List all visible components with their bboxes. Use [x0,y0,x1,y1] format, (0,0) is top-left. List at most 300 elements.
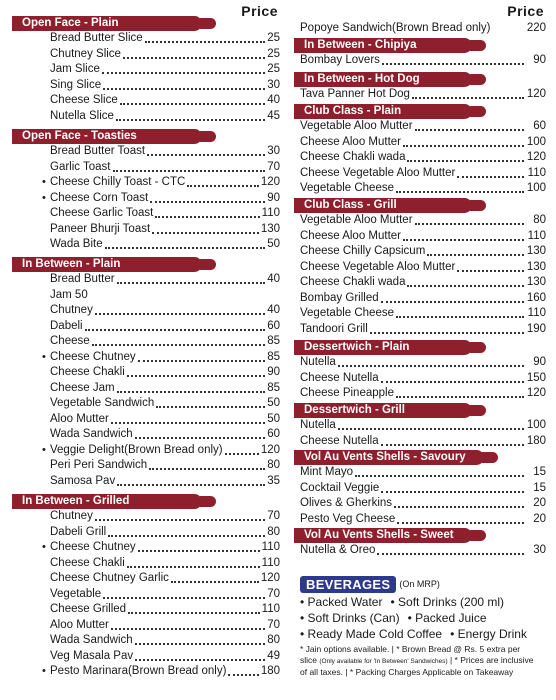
dot-leader [396,389,524,398]
dot-leader [403,232,524,241]
dot-leader [381,374,524,383]
item-name: Vegetable Cheese [300,182,394,194]
item-name: Chutney Slice [50,47,121,60]
item-price: 60 [533,120,546,132]
beverage-item [450,627,531,641]
item-name: Bombay Lovers [300,54,380,66]
footnotes [300,644,548,678]
dot-leader [135,430,266,439]
menu-item [8,396,280,412]
item-price: 130 [260,222,280,235]
item-price: 120 [526,387,546,399]
item-price: 190 [526,322,546,335]
item-name: Samosa Pav [50,474,116,487]
item-name: Cheese Nutella [300,434,379,447]
item-name: Cheese Pineapple [300,387,394,399]
bullet-icon: • [42,541,46,553]
menu-item [294,291,546,307]
section-title: Vol Au Vents Shells - Savoury [294,450,484,465]
item-price: 80 [267,525,280,538]
menu-item [294,465,546,481]
menu-item [8,272,280,288]
menu-item [8,93,280,109]
bullet-icon: • [300,611,308,625]
item-name: Cheese Vegetable Aloo Mutter [300,260,456,273]
item-name: Cheese Chutney [50,350,136,363]
menu-item [8,540,280,556]
dot-leader [105,240,266,249]
beverage-row [300,594,548,610]
item-name: Cheese Chakli wada [300,276,406,288]
dot-leader [225,446,259,455]
item-name: Cocktail Veggie [300,481,380,494]
item-name: Jam 50 [50,288,88,301]
menu-item [294,355,546,371]
section-in-between-chipiya [294,38,546,69]
item-name: Mint Mayo [300,466,354,478]
item-price: 60 [267,319,280,332]
section-title: Dessertwich - Grill [294,403,472,418]
item-price: 50 [267,238,280,250]
beverage-item [300,595,386,609]
item-price: 80 [267,459,280,471]
item-price: 130 [526,260,546,273]
menu-item [8,365,280,381]
bullet-icon: • [407,611,416,625]
menu-item [8,288,280,304]
dot-leader [396,184,524,193]
price-header-left: Price [241,3,278,19]
item-price: 180 [260,665,280,677]
dot-leader [103,81,265,90]
item-price: 160 [526,291,546,304]
item-price: 20 [533,497,546,509]
item-price: 85 [267,335,280,347]
dot-leader [396,309,524,318]
section-open-face-toasties [8,129,280,253]
item-price: 40 [267,94,280,106]
item-name: Wada Sandwich [50,428,133,440]
item-name: Nutella [300,356,336,368]
menu-item [294,53,546,69]
item-name: Sing Slice [50,78,102,91]
menu-item [8,62,280,78]
dot-leader [135,636,266,645]
dot-leader [381,437,524,446]
dot-leader [117,384,266,393]
item-price: 110 [261,603,280,615]
item-name: Veg Masala Pav [50,649,134,662]
menu-item [8,222,280,238]
dot-leader [127,559,260,568]
menu-item [294,481,546,497]
item-price: 49 [267,649,280,662]
section-title: Vol Au Vents Shells - Sweet [294,528,472,543]
item-name: Nutella [300,419,336,431]
item-price: 70 [267,618,280,631]
item-price: 110 [261,556,280,569]
menu-item [8,144,280,160]
dot-leader [377,546,524,555]
item-name: Veggie Delight(Brown Bread only) [50,443,223,456]
beverage-name: Ready Made Cold Coffee [307,627,443,641]
item-name: Bread Butter Toast [50,145,146,157]
dot-leader [381,294,524,303]
item-price: 90 [267,191,280,204]
dot-leader [111,621,265,630]
bullet-icon: • [42,350,46,363]
item-price: 220 [526,22,546,34]
section-title: Open Face - Toasties [12,129,202,144]
footnote-text: slice [300,655,318,665]
menu-item [8,664,280,680]
item-price: 15 [533,481,546,494]
item-name: Dabeli [50,319,83,332]
dot-leader [338,358,524,367]
beverage-item [300,611,404,625]
section-in-between-grilled [8,494,280,680]
dot-leader [415,122,524,131]
item-name: Tava Panner Hot Dog [300,88,410,100]
dot-leader [120,96,265,105]
section-title: Open Face - Plain [12,16,202,31]
item-name: Cheese Garlic Toast [50,207,154,219]
beverage-item [300,627,446,641]
dot-leader [92,337,266,346]
item-price: 25 [267,32,280,44]
menu-item [294,260,546,276]
footnote-small: (Only available for 'In Between' Sandwiches) [319,658,448,665]
beverage-name: Packed Water [307,595,383,609]
item-name: Vegetable Aloo Mutter [300,120,413,132]
beverage-row [300,610,548,626]
item-name: Pesto Veg Cheese [300,512,396,525]
dot-leader [370,325,524,334]
menu-item [8,474,280,490]
menu-item [8,412,280,428]
item-name: Olives & Gherkins [300,497,393,509]
dot-leader [111,415,265,424]
menu-item [8,237,280,253]
menu-item [294,119,546,135]
dot-leader [103,590,265,599]
bullet-icon: • [42,191,46,204]
section-title: Dessertwich - Plain [294,340,472,355]
beverages-title: BEVERAGES [300,576,396,593]
item-price: 120 [526,151,546,163]
item-price: 85 [267,350,280,363]
item-price: 90 [533,356,546,368]
item-name: Cheese Chilly Capsicum [300,245,426,257]
menu-item [294,371,546,387]
section-open-face-plain [8,16,280,124]
dot-leader [147,147,265,156]
price-header-right: Price [507,3,544,19]
bullet-icon: • [300,627,308,641]
item-name: Bread Butter Slice [50,32,143,44]
menu-item [8,633,280,649]
top-item-section [294,21,546,37]
menu-item [8,571,280,587]
item-name: Jam Slice [50,63,100,75]
menu-item [8,303,280,319]
footnote-line [300,655,548,667]
item-name: Cheese Slice [50,94,118,106]
dot-leader [155,209,259,218]
menu-item [8,47,280,63]
item-name: Aloo Mutter [50,412,109,425]
bullet-icon: • [300,595,308,609]
item-name: Aloo Mutter [50,618,109,631]
item-name: Cheese Corn Toast [50,191,149,204]
item-price: 70 [267,160,280,173]
item-price: 130 [526,276,546,288]
dot-leader [127,368,265,377]
item-price: 25 [267,47,280,60]
section-title: In Between - Plain [12,257,202,272]
item-price: 40 [267,304,280,316]
dot-leader [123,50,265,59]
beverage-name: Energy Drink [457,627,527,641]
item-price: 25 [267,63,280,75]
menu-item [294,166,546,182]
beverage-name: Soft Drinks (200 ml) [398,595,505,609]
dot-leader [355,468,524,477]
dot-leader [138,543,260,552]
menu-item [294,213,546,229]
item-price: 30 [267,78,280,91]
dot-leader [338,421,524,430]
item-name: Cheese Grilled [50,603,127,615]
item-name: Chutney [50,304,93,316]
dot-leader [138,353,266,362]
item-name: Tandoori Grill [300,322,368,335]
dot-leader [102,65,265,74]
section-in-between-plain [8,257,280,489]
menu-item [294,21,546,37]
dot-leader [135,652,265,661]
menu-item [294,512,546,528]
item-name: Vegetable [50,587,102,600]
menu-item [294,434,546,450]
item-price: 180 [526,434,546,447]
item-name: Paneer Bhurji Toast [50,222,151,235]
item-price: 80 [533,214,546,226]
section-vol-au-vents-shells-savoury [294,450,546,527]
menu-item [294,496,546,512]
item-price: 130 [526,245,546,257]
item-name: Garlic Toast [50,160,111,173]
dot-leader [108,528,265,537]
item-name: Pesto Marinara(Brown Bread only) [50,665,227,677]
item-price: 80 [267,634,280,646]
dot-leader [394,499,524,508]
menu-item [8,458,280,474]
dot-leader [403,138,524,147]
dot-leader [415,216,524,225]
menu-item [8,175,280,191]
dot-leader [150,194,265,203]
item-price: 30 [533,544,546,556]
menu-item [8,191,280,207]
menu-item [294,150,546,166]
dot-leader [95,306,265,315]
item-price: 50 [267,397,280,409]
item-price: 40 [267,273,280,285]
item-name: Cheese Chutney Garlic [50,572,169,584]
dot-leader [381,484,524,493]
section-title: Club Class - Plain [294,104,472,119]
dot-leader [117,477,265,486]
item-price: 110 [261,207,280,219]
menu-item [294,135,546,151]
dot-leader [145,34,266,43]
beverage-name: Packed Juice [415,611,487,625]
dot-leader [427,247,524,256]
item-price: 60 [267,428,280,440]
item-name: Cheese Aloo Mutter [300,229,402,242]
item-name: Vegetable Aloo Mutter [300,214,413,226]
menu-item [294,306,546,322]
item-price: 150 [526,371,546,384]
item-price: 85 [267,381,280,394]
item-price: 20 [533,512,546,525]
menu-item [8,319,280,335]
menu-item [8,334,280,350]
item-price: 15 [533,466,546,478]
dot-leader [397,515,524,524]
item-name: Cheese Chutney [50,541,136,553]
bullet-icon: • [42,665,46,677]
dot-leader [113,163,266,172]
item-name: Chutney [50,510,93,522]
dot-leader [412,90,524,99]
beverage-row [300,626,548,642]
item-name: Vegetable Sandwich [50,397,155,409]
footnote-line: * Jain options available. | * Brown Bread @ Rs. 5 extra per [300,644,521,654]
item-name: Cheese Aloo Mutter [300,135,402,148]
item-name: Vegetable Cheese [300,307,394,319]
item-name: Nutella & Oreo [300,544,376,556]
item-price: 70 [267,510,280,522]
dot-leader [187,178,259,187]
item-name: Cheese Chakli [50,366,125,378]
item-name: Wada Bite [50,238,103,250]
item-price: 110 [261,541,280,553]
item-name: Peri Peri Sandwich [50,459,148,471]
menu-item [8,109,280,125]
beverage-item [390,595,508,609]
section-title: In Between - Chipiya [294,38,472,53]
section-club-class-grill [294,198,546,337]
menu-item [294,275,546,291]
dot-leader [85,322,266,331]
menu-item [8,525,280,541]
menu-item [8,78,280,94]
section-dessertwich-grill [294,403,546,449]
item-price: 90 [533,54,546,66]
item-price: 45 [267,109,280,122]
footnote-line: of all taxes. | * Packing Charges Applicable on Takeaway [300,667,514,677]
bullet-icon: • [42,176,46,188]
dot-leader [156,399,265,408]
dot-leader [116,112,265,121]
section-dessertwich-plain [294,340,546,402]
footnote-text: | * Prices are inclusive [449,655,534,665]
item-name: Bombay Grilled [300,291,379,304]
dot-leader [457,169,524,178]
menu-item [8,443,280,459]
dot-leader [171,574,259,583]
menu-item [8,509,280,525]
beverages-section [300,574,548,678]
item-name: Cheese Chakli wada [300,151,406,163]
menu-item [8,350,280,366]
menu-item [294,181,546,197]
dot-leader [117,275,266,284]
item-name: Dabeli Grill [50,525,107,538]
menu-item [8,602,280,618]
item-name: Wada Sandwich [50,634,133,646]
menu-item [294,87,546,103]
item-price: 100 [526,135,546,148]
item-price: 110 [527,229,546,242]
menu-item [8,160,280,176]
section-title: In Between - Grilled [12,494,202,509]
menu-item [8,427,280,443]
item-price: 35 [267,474,280,487]
item-name: Popoye Sandwich(Brown Bread only) [300,22,491,34]
menu-item [294,543,546,559]
dot-leader [128,605,260,614]
menu-item [294,244,546,260]
item-price: 120 [260,443,280,456]
item-name: Nutella Slice [50,109,114,122]
section-title: In Between - Hot Dog [294,72,472,87]
item-name: Cheese [50,335,90,347]
beverages-note: (On MRP) [399,579,440,589]
dot-leader [457,263,524,272]
item-price: 90 [267,366,280,378]
menu-item [8,556,280,572]
item-price: 110 [527,166,546,179]
menu-item [294,229,546,245]
item-name: Cheese Chilly Toast - CTC [50,176,186,188]
section-in-between-hot-dog [294,72,546,103]
bullet-icon: • [42,443,46,456]
menu-item [8,381,280,397]
dot-leader [407,153,524,162]
item-price: 120 [526,88,546,100]
dot-leader [382,56,524,65]
menu-item [8,649,280,665]
item-price: 120 [260,176,280,188]
item-name: Cheese Chakli [50,556,125,569]
menu-item [8,587,280,603]
beverage-item [408,611,491,625]
menu-item [294,418,546,434]
section-title: Club Class - Grill [294,198,472,213]
dot-leader [228,667,258,676]
item-price: 100 [526,182,546,194]
beverage-name: Soft Drinks (Can) [307,611,400,625]
item-price: 50 [267,412,280,425]
item-name: Cheese Jam [50,381,115,394]
item-name: Cheese Vegetable Aloo Mutter [300,166,456,179]
menu-item [8,618,280,634]
item-price: 70 [267,587,280,600]
dot-leader [149,461,265,470]
